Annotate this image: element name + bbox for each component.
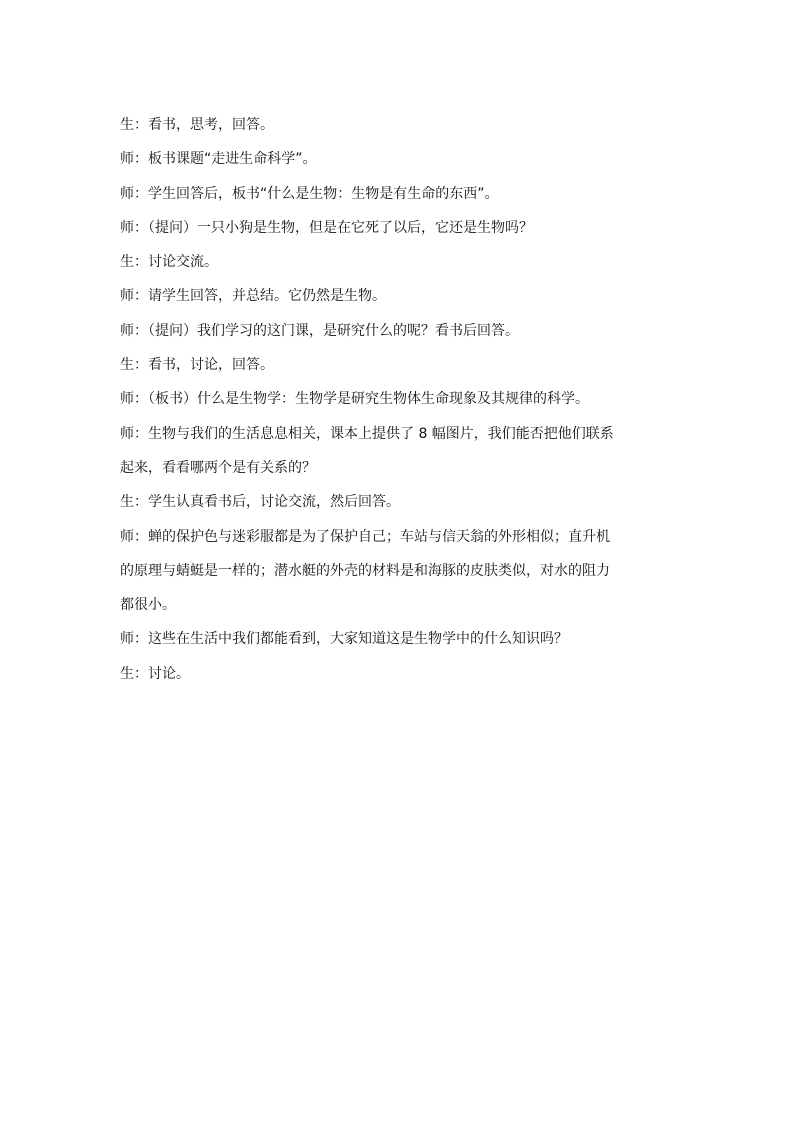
- text-line: 师：请学生回答，并总结。它仍然是生物。: [120, 288, 386, 305]
- text-line: 生：看书，讨论，回答。: [120, 357, 274, 374]
- text-line: 师：板书课题“走进生命科学”。: [120, 151, 317, 168]
- text-line: 师：这些在生活中我们都能看到，大家知道这是生物学中的什么知识吗？: [120, 631, 568, 648]
- text-line: 的原理与蜻蜓是一样的；潜水艇的外壳的材料是和海豚的皮肤类似，对水的阻力: [120, 562, 610, 579]
- text-line: 生：讨论交流。: [120, 254, 218, 271]
- text-line: 师：（板书）什么是生物学：生物学是研究生物体生命现象及其规律的科学。: [120, 391, 589, 408]
- text-line: 生：讨论。: [120, 665, 190, 682]
- text-line: 师：（提问）我们学习的这门课，是研究什么的呢？看书后回答。: [120, 322, 519, 339]
- text-line: 生：学生认真看书后，讨论交流，然后回答。: [120, 494, 400, 511]
- text-line: 生：看书，思考，回答。: [120, 117, 274, 133]
- text-line: 都很小。: [120, 597, 176, 614]
- text-line: 师：蝉的保护色与迷彩服都是为了保护自己；车站与信天翁的外形相似；直升机: [120, 528, 610, 545]
- text-line: 师：生物与我们的生活息息相关，课本上提供了 8 幅图片，我们能否把他们联系: [120, 425, 614, 442]
- lesson-transcript: [120, 108, 680, 691]
- text-line: 师：学生回答后，板书“什么是生物：生物是有生命的东西”。: [120, 185, 499, 202]
- text-line: 师：（提问）一只小狗是生物，但是在它死了以后，它还是生物吗？: [120, 219, 533, 236]
- text-line: 起来，看看哪两个是有关系的？: [120, 459, 316, 476]
